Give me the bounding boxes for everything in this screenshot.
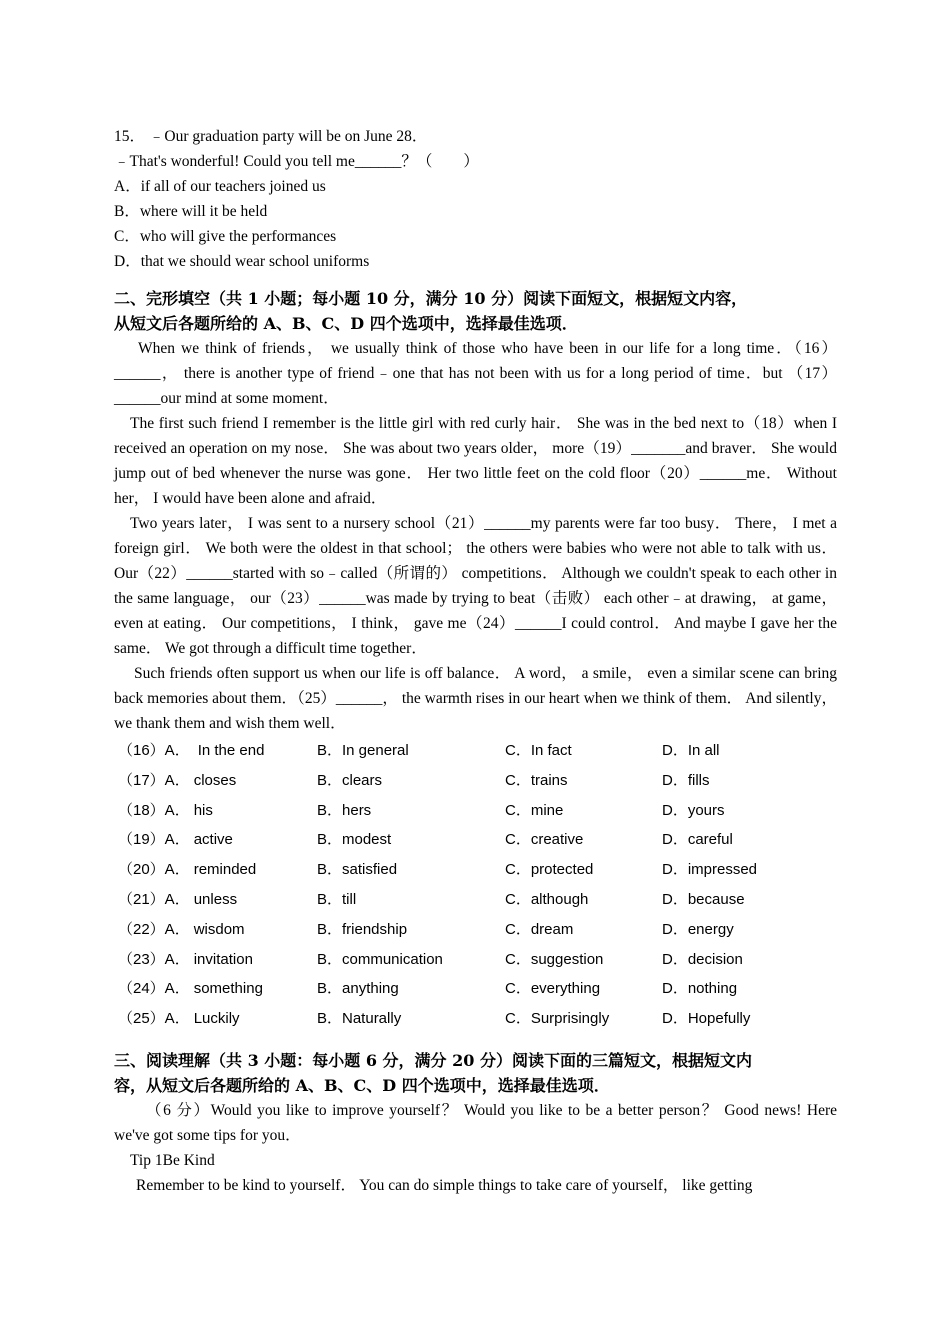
options-row-25 — [114, 1004, 837, 1034]
option-c: C．although — [505, 890, 589, 908]
option-d: D．yours — [662, 801, 725, 819]
reading-heading-line1: 三、阅读理解（共 3 小题：每小题 6 分，满分 20 分）阅读下面的三篇短文，根据短文内 — [114, 1050, 752, 1070]
q15-reply: ﹣That's wonderful! Could you tell me______？（ ） — [114, 153, 479, 170]
options-row-17 — [114, 766, 837, 796]
options-row-20 — [114, 855, 837, 885]
cloze-heading-line2: 从短文后各题所给的 A、B、C、D 四个选项中，选择最佳选项． — [114, 314, 578, 333]
option-a: （19）A． active — [118, 831, 233, 849]
option-c: C．In fact — [505, 742, 572, 759]
cloze-paragraph-2: The first such friend I remember is the little girl with red curly hair． She was in the bed next to（18）when I received an operation on my nose． She was about two years older， more（19）_______and braver． She would jump out of bed whenever the nurse was gone． Her two little feet on the cold floor（20）______me． Without her， I would have been alone and afraid． — [114, 415, 837, 507]
tip-1-heading: Tip 1Be Kind — [130, 1151, 215, 1169]
options-row-19 — [114, 825, 837, 855]
question-15 — [114, 124, 837, 274]
options-row-23 — [114, 945, 837, 975]
cloze-options-table — [114, 736, 837, 1034]
cloze-paragraph-4: Such friends often support us when our life is off balance． A word， a smile， even a similar scene can bring back memories about them．（25）______， the warmth rises in our heart when we think of them． And silently， we thank them and wish them well． — [114, 665, 837, 732]
option-b: B．communication — [317, 950, 443, 968]
option-c: C．Surprisingly — [505, 1010, 610, 1028]
options-row-16 — [114, 736, 837, 766]
option-b: B．Naturally — [317, 1010, 402, 1028]
exam-page — [114, 124, 837, 1198]
q15-option-c: C．who will give the performances — [114, 228, 337, 245]
options-row-24 — [114, 974, 837, 1004]
option-d: D．decision — [662, 950, 743, 968]
option-b: B．satisfied — [317, 861, 398, 879]
tip-1-text: Remember to be kind to yourself． You can do simple things to take care of yourself， like getting — [136, 1176, 753, 1194]
option-a: （23）A． invitation — [118, 950, 253, 968]
option-d: D．In all — [662, 742, 720, 759]
reading-intro: （6 分）Would you like to improve yourself？ Would you like to be a better person？ Good news! Here we've got some tips for you． — [114, 1101, 837, 1144]
option-d: D．Hopefully — [662, 1010, 751, 1028]
reading-heading-line2: 容，从短文后各题所给的 A、B、C、D 四个选项中，选择最佳选项． — [114, 1075, 610, 1095]
q15-option-d: D．that we should wear school uniforms — [114, 253, 370, 270]
option-a: （17）A． closes — [118, 771, 237, 789]
option-c: C．suggestion — [505, 950, 604, 968]
options-row-21 — [114, 885, 837, 915]
reading-section — [114, 1048, 837, 1198]
cloze-section — [114, 286, 837, 1034]
option-a: （24）A． something — [118, 980, 263, 998]
option-d: D．careful — [662, 831, 733, 849]
option-d: D．fills — [662, 771, 710, 789]
cloze-paragraph-3: Two years later， I was sent to a nursery school（21）______my parents were far too busy． There， I met a foreign girl． We both were the oldest in that school； the others were babies who were not able to talk with us． Our（22）______started with so﹣called（所谓的） competitions． Although we couldn't speak to each other in the same language， our（23）______was made by trying to beat（击败） each other﹣at drawing， at game， even at eating． Our competitions， I think， gave me（24）______I could control． And maybe I gave her the same． We got through a difficult time together． — [114, 515, 837, 657]
q15-option-a: A．if all of our teachers joined us — [114, 178, 326, 195]
option-b: B．In general — [317, 742, 409, 759]
option-b: B．friendship — [317, 920, 408, 938]
option-c: C．protected — [505, 861, 594, 879]
option-d: D．because — [662, 890, 745, 908]
option-c: C．mine — [505, 801, 564, 819]
option-d: D．nothing — [662, 980, 738, 998]
options-row-18 — [114, 796, 837, 826]
option-b: B．modest — [317, 831, 392, 849]
option-c: C．creative — [505, 831, 584, 849]
option-a: （22）A． wisdom — [118, 920, 245, 938]
q15-option-b: B．where will it be held — [114, 203, 268, 220]
option-a: （18）A． his — [118, 801, 213, 819]
options-row-22 — [114, 915, 837, 945]
option-c: C．everything — [505, 980, 601, 998]
option-c: C．trains — [505, 771, 568, 789]
cloze-heading-line1: 二、完形填空（共 1 小题；每小题 10 分，满分 10 分）阅读下面短文，根据短文内容， — [114, 289, 748, 308]
option-b: B．till — [317, 890, 357, 908]
option-b: B．hers — [317, 801, 372, 819]
option-a: （21）A． unless — [118, 890, 238, 908]
option-b: B．clears — [317, 771, 383, 789]
option-a: （16）A． In the end — [118, 742, 265, 759]
option-a: （20）A． reminded — [118, 861, 257, 879]
option-a: （25）A． Luckily — [118, 1010, 240, 1028]
option-c: C．dream — [505, 920, 574, 938]
cloze-paragraph-1: When we think of friends， we usually think of those who have been in our life for a long time．（16）______， there is another type of friend﹣one that has not been with us for a long period of time．but （17）______our mind at some moment． — [114, 340, 837, 407]
option-d: D．energy — [662, 920, 734, 938]
q15-stem: 15． ﹣Our graduation party will be on June 28． — [114, 128, 428, 145]
option-b: B．anything — [317, 980, 399, 998]
cloze-passage — [114, 336, 837, 736]
reading-passage — [114, 1098, 837, 1198]
option-d: D．impressed — [662, 861, 758, 879]
